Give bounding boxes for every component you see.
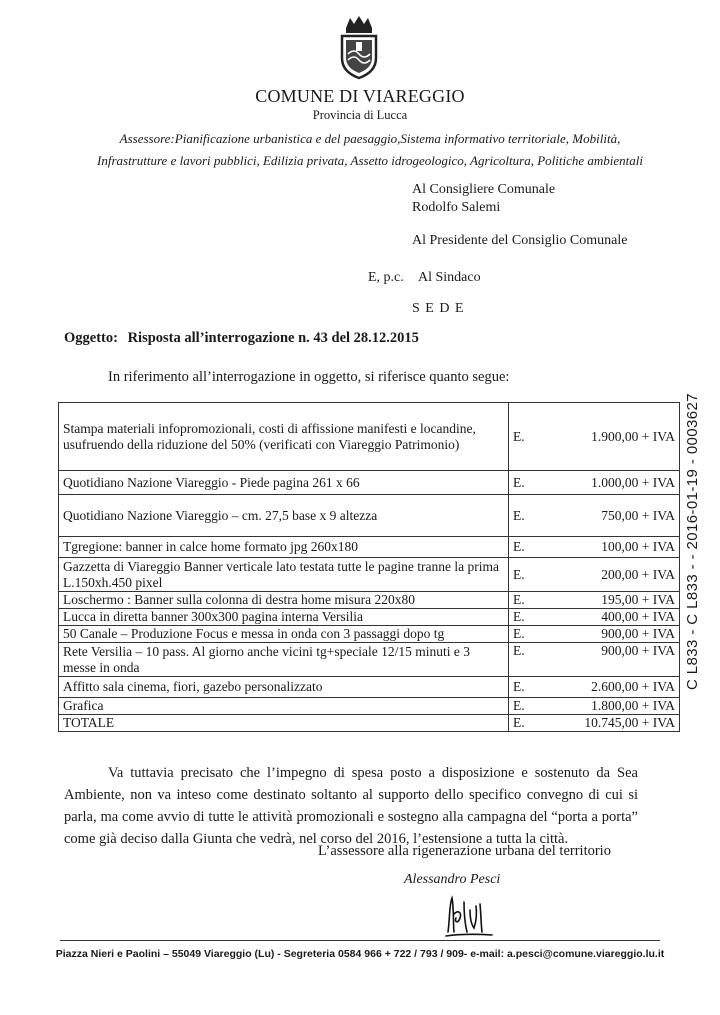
currency-prefix: E. (513, 566, 525, 582)
cost-description: Lucca in diretta banner 300x300 pagina interna Versilia (59, 609, 509, 626)
cost-description: Loschermo : Banner sulla colonna di destra home misura 220x80 (59, 592, 509, 609)
cost-amount: 195,00 + IVA (601, 592, 675, 607)
table-row (59, 698, 680, 715)
cost-amount: 1.900,00 + IVA (591, 428, 675, 444)
cost-description: Quotidiano Nazione Viareggio – cm. 27,5 base x 9 altezza (59, 495, 509, 537)
protocol-stamp: C L833 - C L833 - - 2016-01-19 - 0003627 (684, 392, 701, 690)
currency-prefix: E. (513, 428, 525, 444)
cost-description: Stampa materiali infopromozionali, costi di affissione manifesti e locandine, usufruendo della riduzione del 50% (verificati con Viareggio Patrimonio) (59, 403, 509, 471)
currency-prefix: E. (513, 698, 525, 713)
handwritten-signature-icon (440, 888, 500, 942)
coat-of-arms-icon (336, 14, 382, 80)
cost-amount: 100,00 + IVA (601, 539, 675, 554)
subject-text: Risposta all’interrogazione n. 43 del 28.12.2015 (127, 330, 419, 346)
cost-amount: 400,00 + IVA (601, 609, 675, 624)
province-subtitle: Provincia di Lucca (312, 108, 408, 122)
cost-amount-cell (509, 592, 680, 609)
currency-prefix: E. (513, 715, 525, 730)
recipient-line-2: Rodolfo Salemi (412, 200, 501, 215)
cost-amount-cell (509, 626, 680, 643)
cost-amount-cell (509, 643, 680, 677)
cost-description: Gazzetta di Viareggio Banner verticale lato testata tutte le pagine tranne la prima L.150xh.450 pixel (59, 558, 509, 592)
cost-amount: 750,00 + IVA (601, 507, 675, 523)
signatory-name: Alessandro Pesci (404, 872, 501, 887)
assessore-description (40, 128, 700, 172)
cost-amount: 2.600,00 + IVA (591, 679, 675, 694)
protocol-stamp-container (684, 350, 714, 690)
cost-amount: 1.000,00 + IVA (591, 474, 675, 490)
intro-text: In riferimento all’interrogazione in oggetto, si riferisce quanto segue: (108, 369, 510, 385)
cost-amount-cell (509, 558, 680, 592)
currency-prefix: E. (513, 679, 525, 694)
cc-recipient: Al Sindaco (418, 270, 481, 285)
cost-amount: 900,00 + IVA (601, 626, 675, 641)
assessore-line-1: Assessore:Pianificazione urbanistica e del paesaggio,Sistema informativo territoriale, Mobilità, (119, 131, 621, 146)
table-row (59, 403, 680, 471)
page-title: COMUNE DI VIAREGGIO (255, 86, 465, 106)
table-row (59, 471, 680, 495)
cost-description: Affitto sala cinema, fiori, gazebo personalizzato (59, 677, 509, 698)
cost-amount: 200,00 + IVA (601, 566, 675, 582)
cost-amount-cell (509, 495, 680, 537)
subject-line (64, 330, 419, 347)
recipient-line-1: Al Consigliere Comunale (412, 182, 556, 197)
cost-amount-cell (509, 403, 680, 471)
subject-label: Oggetto: (64, 330, 118, 346)
cost-amount: 1.800,00 + IVA (591, 698, 675, 713)
cost-description: Tgregione: banner in calce home formato jpg 260x180 (59, 537, 509, 558)
assessore-line-2: Infrastrutture e lavori pubblici, Edilizia privata, Assetto idrogeologico, Agricoltura, Politiche ambientali (97, 153, 643, 168)
currency-prefix: E. (513, 609, 525, 624)
table-row (59, 643, 680, 677)
currency-prefix: E. (513, 592, 525, 607)
cost-amount-cell (509, 677, 680, 698)
total-amount-cell (509, 715, 680, 732)
cost-description: Rete Versilia – 10 pass. Al giorno anche vicini tg+speciale 12/15 minuti e 3 messe in onda (59, 643, 509, 677)
cost-description: Grafica (59, 698, 509, 715)
currency-prefix: E. (513, 643, 525, 658)
total-amount: 10.745,00 + IVA (584, 715, 675, 730)
table-row (59, 537, 680, 558)
cost-amount-cell (509, 609, 680, 626)
signatory-role: L’assessore alla rigenerazione urbana del territorio (318, 843, 611, 859)
cost-description: Quotidiano Nazione Viareggio - Piede pagina 261 x 66 (59, 471, 509, 495)
currency-prefix: E. (513, 539, 525, 554)
table-row (59, 592, 680, 609)
recipient-line-3: Al Presidente del Consiglio Comunale (412, 233, 628, 248)
cost-amount-cell (509, 698, 680, 715)
total-label: TOTALE (59, 715, 509, 732)
currency-prefix: E. (513, 626, 525, 641)
cost-amount-cell (509, 537, 680, 558)
footer-contact: Piazza Nieri e Paolini – 55049 Viareggio (Lu) - Segreteria 0584 966 + 722 / 793 / 909- e-mail: a.pesci@comune.viareggio.lu.it (55, 948, 665, 960)
recipient-block (412, 181, 555, 217)
closing-paragraph: Va tuttavia precisato che l’impegno di spesa posto a disposizione e sostenuto da Sea Ambiente, non va inteso come destinato soltanto al supporto dello specifico convegno di cui si parla, ma come avvio di tutte le attività promozionali e sostegno alla campagna del “porta a porta” come già deciso dalla Giunta che vedrà, nel corso del 2016, l’estensione a tutta la città. (64, 765, 638, 847)
costs-table (58, 402, 680, 732)
cost-amount-cell (509, 471, 680, 495)
table-row (59, 609, 680, 626)
cc-prefix: E, p.c. (368, 270, 404, 285)
table-row (59, 495, 680, 537)
table-row-total (59, 715, 680, 732)
cost-amount: 900,00 + IVA (601, 643, 675, 658)
sede-label: S E D E (412, 301, 465, 316)
currency-prefix: E. (513, 507, 525, 523)
footer-divider (60, 940, 660, 941)
cost-description: 50 Canale – Produzione Focus e messa in onda con 3 passaggi dopo tg (59, 626, 509, 643)
table-row (59, 626, 680, 643)
currency-prefix: E. (513, 474, 525, 490)
table-row (59, 677, 680, 698)
table-row (59, 558, 680, 592)
